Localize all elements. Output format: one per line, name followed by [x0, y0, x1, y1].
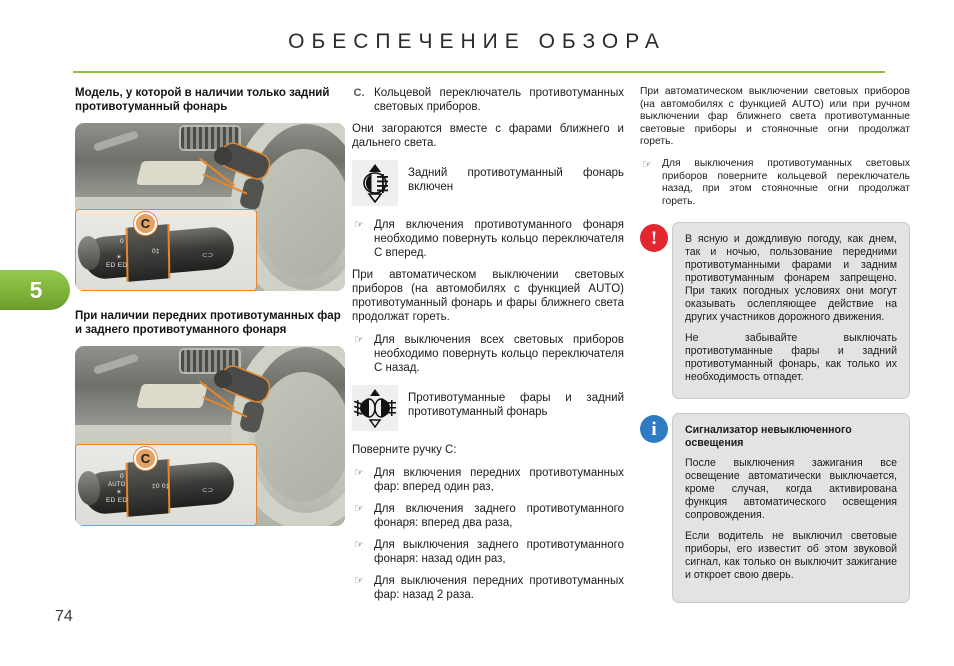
item-c	[352, 86, 624, 114]
bullet-turn-on-rear-fog	[352, 218, 624, 260]
marking-rear: ⊂⊃	[202, 487, 214, 494]
bullet-turn-off-fog	[640, 158, 910, 208]
steering-wheel-hub	[255, 149, 345, 279]
info-callout-title: Сигнализатор невыключенного освещения	[685, 424, 852, 450]
bullet-rear-fog-on-text: Для включения заднего противотуманного фонаря: вперед два раза,	[374, 503, 624, 529]
page-title: ОБЕСПЕЧЕНИЕ ОБЗОРА	[288, 30, 666, 53]
bullet-rear-fog-off	[352, 538, 624, 566]
bullet-front-fog-off	[352, 574, 624, 602]
hand-pointer-icon: ☞	[354, 539, 364, 551]
symbol-rear-fog-text: Задний противотуманный фонарь включен	[408, 167, 624, 193]
info-paragraph-2: Если водитель не выключил световые приборы, его известит об этом звуковой сигнал, как только он выключит зажигание и откроет свою дверь.	[685, 530, 897, 582]
right-paragraph-1: При автоматическом выключении световых приборов (на автомобилях с функцией AUTO) или при ручном выключении фар ближнего света противотуманные световые приборы и стояночные огни продолжат гореть.	[640, 86, 910, 148]
bullet-front-fog-on	[352, 466, 624, 494]
illustration-rear-fog-only	[75, 123, 345, 291]
info-callout	[640, 413, 910, 603]
bullet-front-fog-on-text: Для включения передних противотуманных фар: вперед один раз,	[374, 467, 624, 493]
section-two-heading: При наличии передних противотуманных фар и заднего противотуманного фонаря	[75, 310, 341, 336]
callout-badge-c: C	[134, 447, 157, 470]
middle-column	[352, 86, 624, 610]
hand-pointer-icon: ☞	[354, 467, 364, 479]
page-number: 74	[55, 608, 73, 625]
info-i-icon: i	[640, 415, 668, 443]
marking-rear: ⊂⊃	[202, 252, 214, 259]
info-callout-body	[672, 413, 910, 603]
item-c-text: Кольцевой переключатель противотуманных световых приборов.	[374, 87, 624, 113]
rear-fog-lamp-icon	[352, 160, 398, 206]
warning-paragraph-2: Не забывайте выключать противотуманные фары и задний противотуманный фонарь, как только их необходимость отпадет.	[685, 332, 897, 384]
warning-callout-body	[672, 222, 910, 399]
symbol-front-rear-fog	[352, 385, 624, 431]
marking-fog: ‡0 0‡	[152, 483, 170, 490]
stalk-markings	[104, 238, 234, 272]
hand-pointer-icon: ☞	[354, 503, 364, 515]
right-column	[640, 86, 910, 603]
symbol-front-rear-fog-text: Противотуманные фары и задний противотуманный фонарь	[408, 392, 624, 418]
paragraph-2: При автоматическом выключении световых приборов (на автомобилях с функцией AUTO) противотуманный фонарь и фары ближнего света продолжат гореть.	[352, 269, 624, 323]
item-c-letter: C.	[353, 87, 365, 99]
marking-position-zero: 0	[120, 238, 124, 245]
stalk-detail-inset	[75, 209, 257, 291]
section-one-heading: Модель, у которой в наличии только задний противотуманный фонарь	[75, 87, 330, 113]
warning-paragraph-1: В ясную и дождливую погоду, как днем, так и ночью, пользование передними противотуманными фарами и задним противотуманным фонарем запрещено. При таких погодных условиях они могут оказывать ослепляющее действие на других участников дорожного движения.	[685, 233, 897, 324]
symbol-rear-fog	[352, 160, 624, 206]
bullet-rear-fog-off-text: Для выключения заднего противотуманного фонаря: назад один раз,	[374, 539, 624, 565]
marking-low-beam: ED ED	[106, 497, 128, 504]
bullet-rear-fog-on	[352, 502, 624, 530]
callout-badge-c: C	[134, 212, 157, 235]
chapter-number: 5	[29, 276, 43, 303]
bullet-turn-off-all	[352, 333, 624, 375]
bullet-turn-on-rear-fog-text: Для включения противотуманного фонаря необходимо повернуть кольцо переключателя C вперед.	[374, 219, 624, 259]
illustration-front-rear-fog	[75, 346, 345, 526]
stalk-detail-inset	[75, 444, 257, 526]
warning-callout	[640, 222, 910, 399]
bullet-front-fog-off-text: Для выключения передних противотуманных фар: назад 2 раза.	[374, 575, 624, 601]
marking-sidelight: ☀	[116, 254, 123, 261]
dash-panel	[136, 161, 208, 185]
paragraph-1: Они загораются вместе с фарами ближнего и дальнего света.	[352, 123, 624, 149]
stalk-markings	[104, 473, 234, 507]
hand-pointer-icon: ☞	[354, 219, 364, 231]
marking-fog: 0‡	[152, 248, 160, 255]
front-rear-fog-lamp-icon	[352, 385, 398, 431]
left-column	[75, 86, 345, 544]
stalk-knob	[214, 370, 232, 388]
chapter-tab	[0, 270, 70, 310]
title-divider	[73, 71, 885, 73]
stalk-knob	[214, 147, 232, 165]
marking-sidelight: ☀	[116, 489, 123, 496]
marking-low-beam: ED ED	[106, 262, 128, 269]
dash-panel	[136, 384, 208, 408]
bullet-turn-off-fog-text: Для выключения противотуманных световых приборов поверните кольцевой переключатель назад, при этом стояночные огни продолжат гореть.	[662, 157, 910, 207]
hand-pointer-icon: ☞	[642, 158, 652, 171]
marking-position-zero: 0	[120, 473, 124, 480]
bullet-turn-off-all-text: Для выключения всех световых приборов необходимо повернуть кольцо переключателя C назад.	[374, 334, 624, 374]
steering-wheel-hub	[255, 372, 345, 502]
paragraph-3: Поверните ручку C:	[352, 444, 457, 456]
warning-exclamation-icon: !	[640, 224, 668, 252]
hand-pointer-icon: ☞	[354, 334, 364, 346]
marking-auto: AUTO	[108, 482, 126, 488]
info-paragraph-1: После выключения зажигания все освещение автоматически выключается, кроме случая, когда активирована функция автоматического освещения сопровождения.	[685, 457, 897, 522]
hand-pointer-icon: ☞	[354, 575, 364, 587]
